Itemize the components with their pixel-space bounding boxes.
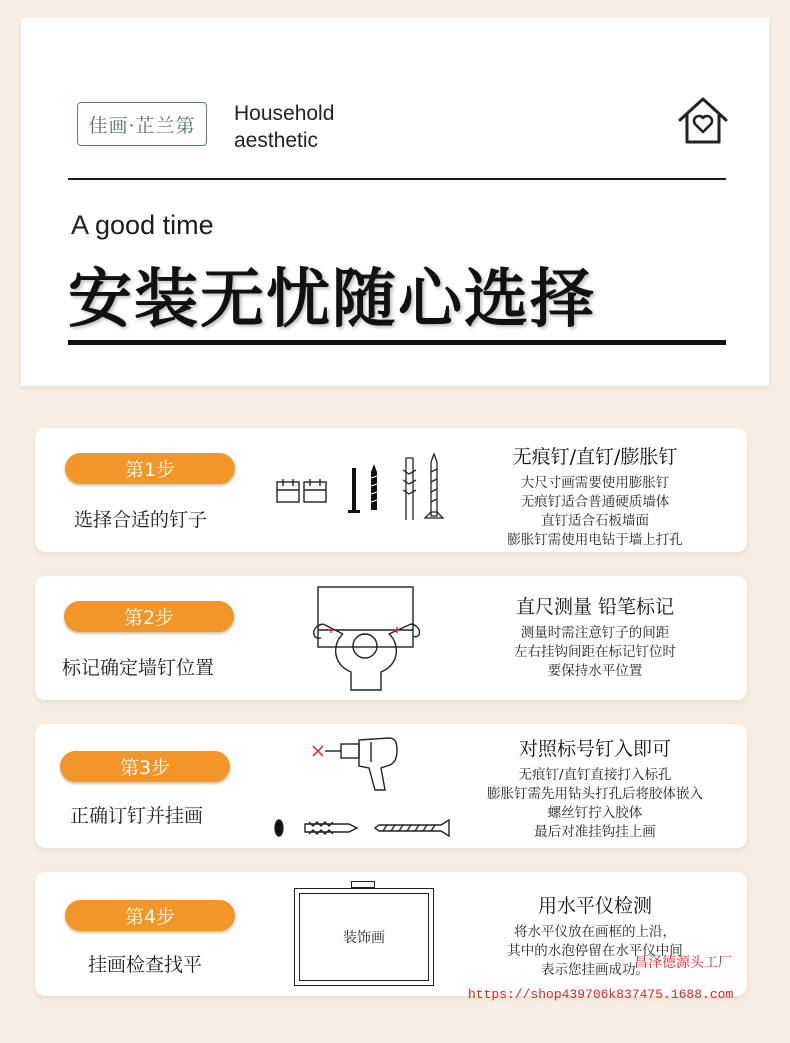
step-info-line: 测量时需注意钉子的间距 <box>520 625 670 641</box>
step-badge: 第4步 <box>65 900 235 931</box>
shop-url[interactable]: https://shop439706k837475.1688.com <box>468 987 734 1002</box>
tagline-line-1: Household <box>234 102 335 125</box>
step-badge: 第2步 <box>64 601 234 632</box>
step-card-3 <box>35 724 747 848</box>
step-badge: 第3步 <box>60 751 230 782</box>
step-info-line: 最后对准挂钩挂上画 <box>534 824 656 840</box>
step-card-2 <box>35 576 747 700</box>
step-card-1 <box>35 428 747 552</box>
step-info-line: 要保持水平位置 <box>547 663 643 679</box>
level-tool <box>351 881 375 888</box>
step-info-line: 膨胀钉需先用钻头打孔后将胶体嵌入 <box>487 786 703 802</box>
step-info-line: 左右挂钩间距在标记钉位时 <box>514 644 676 660</box>
step-info-title: 对照标号钉入即可 <box>518 738 671 760</box>
step-info-line: 无痕钉适合普通硬质墙体 <box>520 494 670 510</box>
step-info <box>475 592 715 681</box>
brand-tagline <box>234 100 334 154</box>
step-info-line: 直钉适合石板墙面 <box>541 513 649 529</box>
subtitle: A good time <box>71 210 214 240</box>
divider-thin <box>68 178 726 180</box>
step-badge: 第1步 <box>65 453 235 484</box>
step-card-4 <box>35 872 747 996</box>
step-description: 挂画检查找平 <box>88 954 203 976</box>
step-info-title: 用水平仪检测 <box>537 895 652 917</box>
step-info <box>475 442 715 550</box>
step-info-line: 其中的水泡停留在水平仪中间 <box>507 943 683 959</box>
tagline-line-2: aesthetic <box>234 129 319 152</box>
hero-panel <box>21 18 769 386</box>
marking-illustration <box>303 584 443 696</box>
step-info-line: 表示您挂画成功。 <box>541 962 649 978</box>
drilling-illustration <box>271 732 461 844</box>
frame-inner <box>299 893 429 981</box>
page-headline: 安装无忧随心选择 <box>68 263 596 337</box>
picture-frame-illustration <box>294 888 434 986</box>
house-heart-icon <box>676 94 730 148</box>
shop-watermark: 昌泽德源头工厂 <box>634 954 732 970</box>
step-info-line: 将水平仪放在画框的上沿， <box>514 924 676 940</box>
step-description: 正确订钉并挂画 <box>70 805 204 827</box>
step-info-line: 膨胀钉需使用电钻于墙上打孔 <box>507 532 683 548</box>
step-info-title: 无痕钉/直钉/膨胀钉 <box>512 446 678 468</box>
frame-label: 装饰画 <box>343 930 385 946</box>
step-info <box>467 734 723 842</box>
step-info-line: 大尺寸画需要使用膨胀钉 <box>520 475 670 491</box>
step-info-title: 直尺测量 铅笔标记 <box>515 596 675 618</box>
nail-types-illustration <box>275 446 455 530</box>
step-description: 选择合适的钉子 <box>74 509 208 531</box>
brand-logo: 佳画·芷兰第 <box>77 102 207 146</box>
step-info-line: 无痕钉/直钉直接打入标孔 <box>518 767 672 783</box>
divider-thick <box>68 340 726 345</box>
step-description: 标记确定墙钉位置 <box>62 657 215 679</box>
step-info-line: 螺丝钉拧入胶体 <box>547 805 643 821</box>
